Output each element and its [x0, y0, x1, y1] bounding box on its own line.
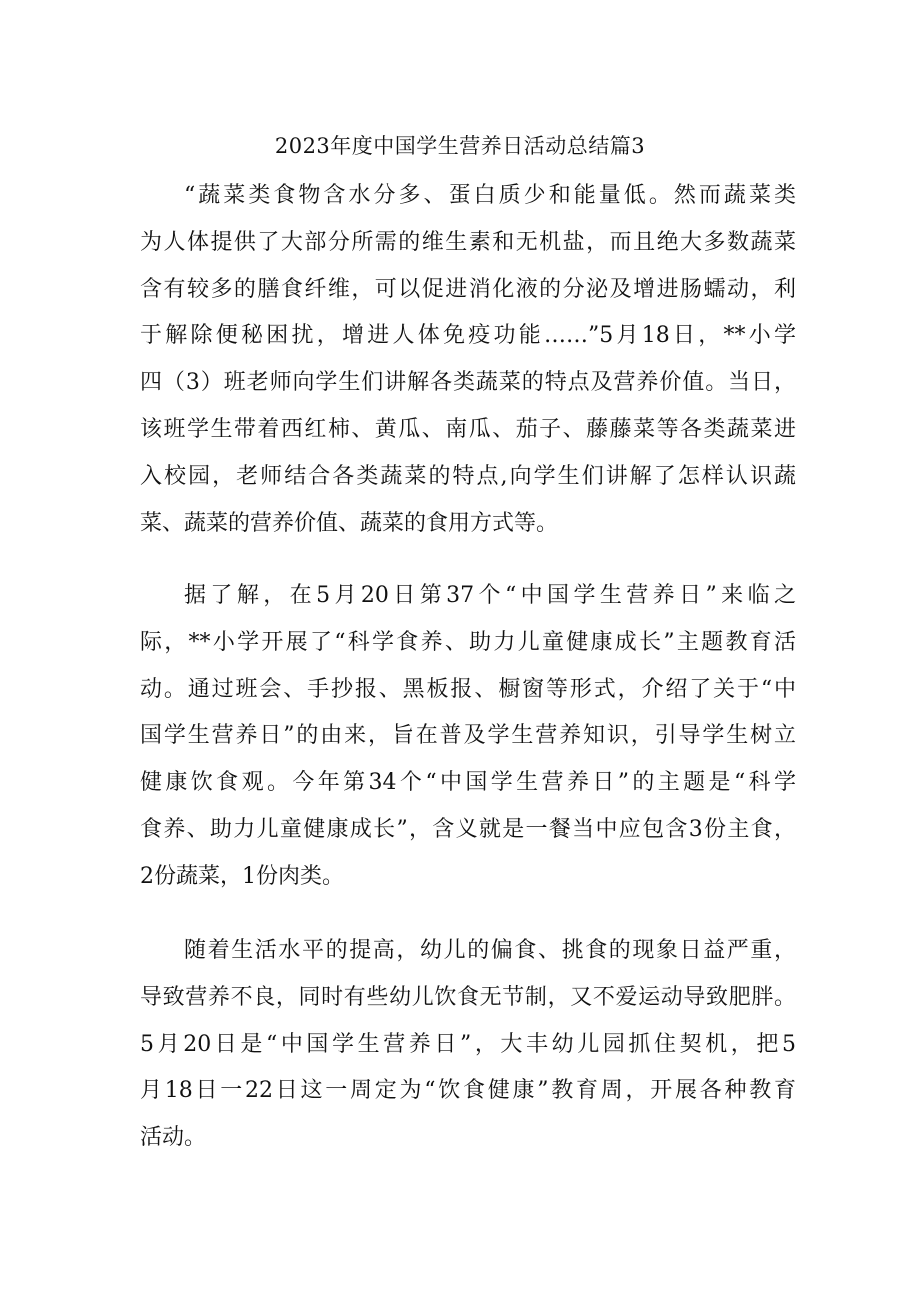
paragraph-kindergarten-week [140, 928, 796, 1162]
text-line: 活动。 [140, 1125, 207, 1151]
text-line: 际，**小学开展了“科学食养、助力儿童健康成长”主题教育活 [140, 629, 796, 655]
text-line: 2份蔬菜，1份肉类。 [140, 863, 344, 889]
text-line: 健康饮食观。今年第34个“中国学生营养日”的主题是“科学 [140, 770, 796, 796]
text-line: “蔬菜类食物含水分多、蛋白质少和能量低。然而蔬菜类 [184, 183, 796, 208]
text-line: 导致营养不良，同时有些幼儿饮食无节制，又不爱运动导致肥胖。 [140, 984, 796, 1010]
text-line: 四（3）班老师向学生们讲解各类蔬菜的特点及营养价值。当日， [140, 370, 796, 396]
text-line: 为人体提供了大部分所需的维生素和无机盐，而且绝大多数蔬菜 [140, 229, 796, 255]
document-title: 2023年度中国学生营养日活动总结篇3 [274, 134, 646, 158]
text-line: 该班学生带着西红柿、黄瓜、南瓜、茄子、藤藤菜等各类蔬菜进 [140, 416, 796, 442]
text-line: 入校园，老师结合各类蔬菜的特点,向学生们讲解了怎样认识蔬 [140, 463, 796, 489]
text-line: 食养、助力儿童健康成长”，含义就是一餐当中应包含3份主食， [140, 816, 796, 842]
text-line: 菜、蔬菜的营养价值、蔬菜的食用方式等。 [140, 510, 559, 536]
paragraph-nutrition-day-theme [140, 573, 796, 901]
text-line: 于解除便秘困扰，增进人体免疫功能……”5月18日，**小学 [140, 323, 796, 349]
text-line: 国学生营养日”的由来，旨在普及学生营养知识，引导学生树立 [140, 723, 796, 749]
paragraph-vegetable-lesson [140, 173, 796, 547]
text-line: 5月20日是“中国学生营养日”，大丰幼儿园抓住契机，把5 [140, 1031, 796, 1057]
text-line: 据了解，在5月20日第37个“中国学生营养日”来临之 [184, 583, 796, 608]
text-line: 月18日一22日这一周定为“饮食健康”教育周，开展各种教育 [140, 1078, 796, 1104]
text-line: 随着生活水平的提高，幼儿的偏食、挑食的现象日益严重， [184, 938, 796, 963]
text-line: 含有较多的膳食纤维，可以促进消化液的分泌及增进肠蠕动，利 [140, 276, 796, 302]
text-line: 动。通过班会、手抄报、黑板报、橱窗等形式，介绍了关于“中 [140, 676, 796, 702]
